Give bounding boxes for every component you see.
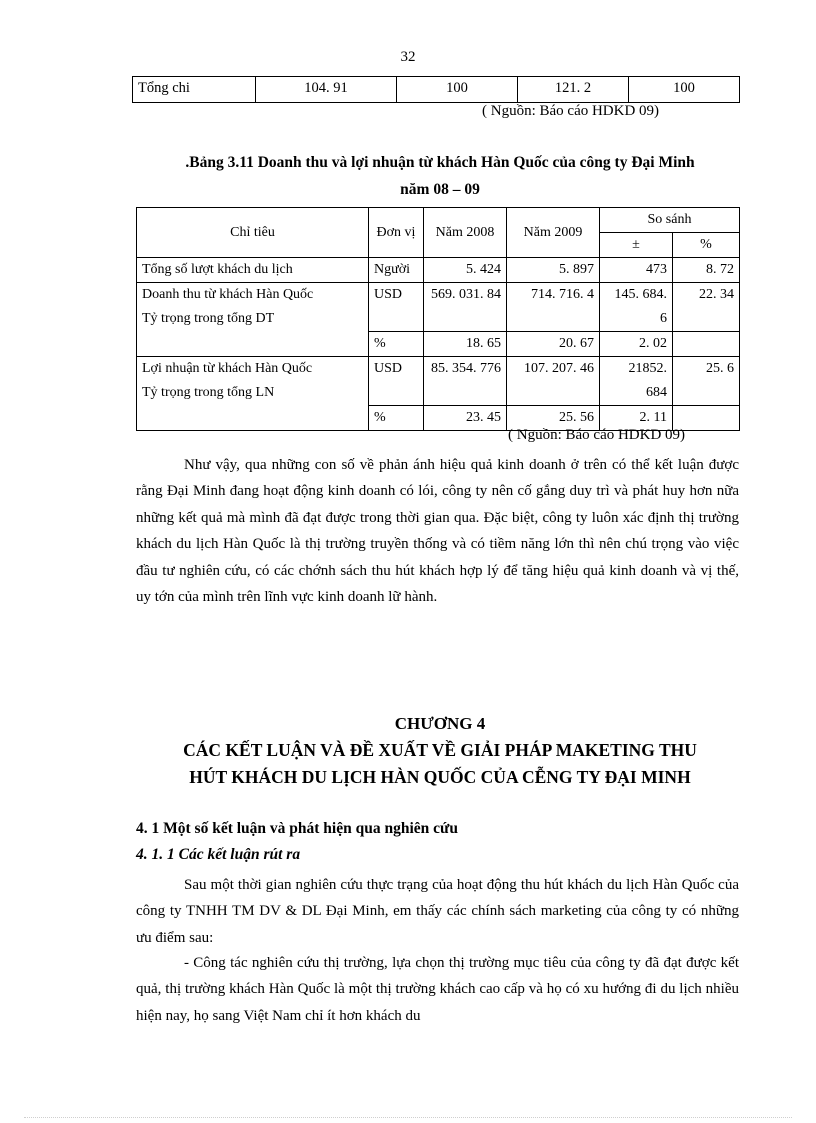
paragraph-text: Sau một thời gian nghiên cứu thực trạng của hoạt động thu hút khách du lịch Hàn Quốc của công ty TNHH TM DV & DL Đại Minh, em thấy các chính sách marketing của công ty có những ưu điểm sau:	[136, 877, 739, 946]
table-cell: 20. 67	[507, 332, 600, 357]
row-sublabel: Tỷ trọng trong tổng DT	[142, 311, 275, 326]
header-chi-tieu: Chỉ tiêu	[137, 208, 369, 258]
table-row	[137, 283, 740, 332]
header-nam-2009: Năm 2009	[507, 208, 600, 258]
table-cell: 25. 6	[673, 357, 740, 406]
table-header-row	[137, 208, 740, 233]
previous-table-tail	[132, 76, 740, 103]
body-paragraph	[136, 452, 739, 610]
subsection-heading: 4. 1. 1 Các kết luận rút ra	[136, 846, 301, 863]
chapter-title: CÁC KẾT LUẬN VÀ ĐỀ XUẤT VỀ GIẢI PHÁP MAKETING THU	[183, 740, 697, 760]
header-so-sanh: So sánh	[600, 208, 740, 233]
table-cell: 5. 424	[424, 258, 507, 283]
header-nam-2008: Năm 2008	[424, 208, 507, 258]
page-divider	[24, 1117, 792, 1118]
table-source-note: ( Nguồn: Báo cáo HDKD 09)	[508, 427, 686, 443]
body-paragraph	[136, 872, 739, 951]
table-cell: %	[369, 332, 424, 357]
table-cell: Tổng chi	[133, 77, 256, 103]
table-cell: 25. 56	[507, 406, 600, 431]
table-cell: 8. 72	[673, 258, 740, 283]
table-cell: USD	[369, 283, 424, 332]
table-cell	[673, 332, 740, 357]
chapter-title-line2: HÚT KHÁCH DU LỊCH HÀN QUỐC CỦA CỄNG TY ĐẠI MINH	[189, 767, 691, 787]
header-plus-minus: ±	[600, 233, 673, 258]
table-row	[137, 357, 740, 406]
table-cell: 569. 031. 84	[424, 283, 507, 332]
row-label: Doanh thu từ khách Hàn Quốc	[142, 287, 314, 302]
paragraph-text: - Công tác nghiên cứu thị trường, lựa chọn thị trường mục tiêu của công ty đã đạt được kết quả, thị trường khách Hàn Quốc là một thị trường khách cao cấp và họ có xu hướng đi du lịch nhiều hiện nay, họ sang Việt Nam chỉ ít hơn khách du	[136, 955, 739, 1024]
table-row	[133, 77, 740, 103]
table-cell: 121. 2	[518, 77, 629, 103]
table-title-line2: năm 08 – 09	[400, 181, 480, 198]
table-cell: 85. 354. 776	[424, 357, 507, 406]
table-cell: 23. 45	[424, 406, 507, 431]
table-cell: Tổng số lượt khách du lịch	[137, 258, 369, 283]
table-cell: 104. 91	[256, 77, 397, 103]
table-cell: 107. 207. 46	[507, 357, 600, 406]
table-cell: 714. 716. 4	[507, 283, 600, 332]
row-label: Lợi nhuận từ khách Hàn Quốc	[142, 361, 313, 376]
page-number: 32	[400, 49, 416, 65]
table-cell: 22. 34	[673, 283, 740, 332]
section-heading: 4. 1 Một số kết luận và phát hiện qua nghiên cứu	[136, 820, 458, 837]
table-cell	[137, 357, 369, 431]
table-cell: 18. 65	[424, 332, 507, 357]
row-sublabel: Tỷ trọng trong tổng LN	[142, 385, 275, 400]
table-cell: 100	[629, 77, 740, 103]
table-cell: %	[369, 406, 424, 431]
table-cell: 21852. 684	[600, 357, 673, 406]
header-percent: %	[673, 233, 740, 258]
table-title: .Bảng 3.11 Doanh thu và lợi nhuận từ khách Hàn Quốc của công ty Đại Minh	[185, 154, 695, 171]
table-cell: 2. 11	[600, 406, 673, 431]
table-row	[137, 258, 740, 283]
body-paragraph	[136, 950, 739, 1029]
table-cell: USD	[369, 357, 424, 406]
table-cell: 2. 02	[600, 332, 673, 357]
table-cell: 5. 897	[507, 258, 600, 283]
table-source-note: ( Nguồn: Báo cáo HDKD 09)	[482, 103, 660, 119]
table-cell	[137, 283, 369, 357]
header-don-vi: Đơn vị	[369, 208, 424, 258]
table-cell: 145. 684. 6	[600, 283, 673, 332]
table-cell: 100	[397, 77, 518, 103]
table-cell: Người	[369, 258, 424, 283]
paragraph-text: Như vậy, qua những con số về phản ánh hiệu quả kinh doanh ở trên có thể kết luận được rằng Đại Minh đang hoạt động kinh doanh có lói, công ty nên cố gắng duy trì và phát huy hơn nữa những kết quả mà mình đã đạt được trong thời gian qua. Đặc biệt, công ty luôn xác định thị trường khách du lịch Hàn Quốc là thị trường truyền thống và có tiềm năng lớn thì nên chú trọng vào việc đầu tư nghiên cứu, có các chớnh sách thu hút khách hợp lý để tăng hiệu quả kinh doanh và vị thế, uy tớn của mình trên lĩnh vực kinh doanh lữ hành.	[136, 457, 739, 606]
chapter-number: CHƯƠNG 4	[394, 714, 486, 733]
revenue-profit-table	[136, 207, 740, 431]
table-cell: 473	[600, 258, 673, 283]
